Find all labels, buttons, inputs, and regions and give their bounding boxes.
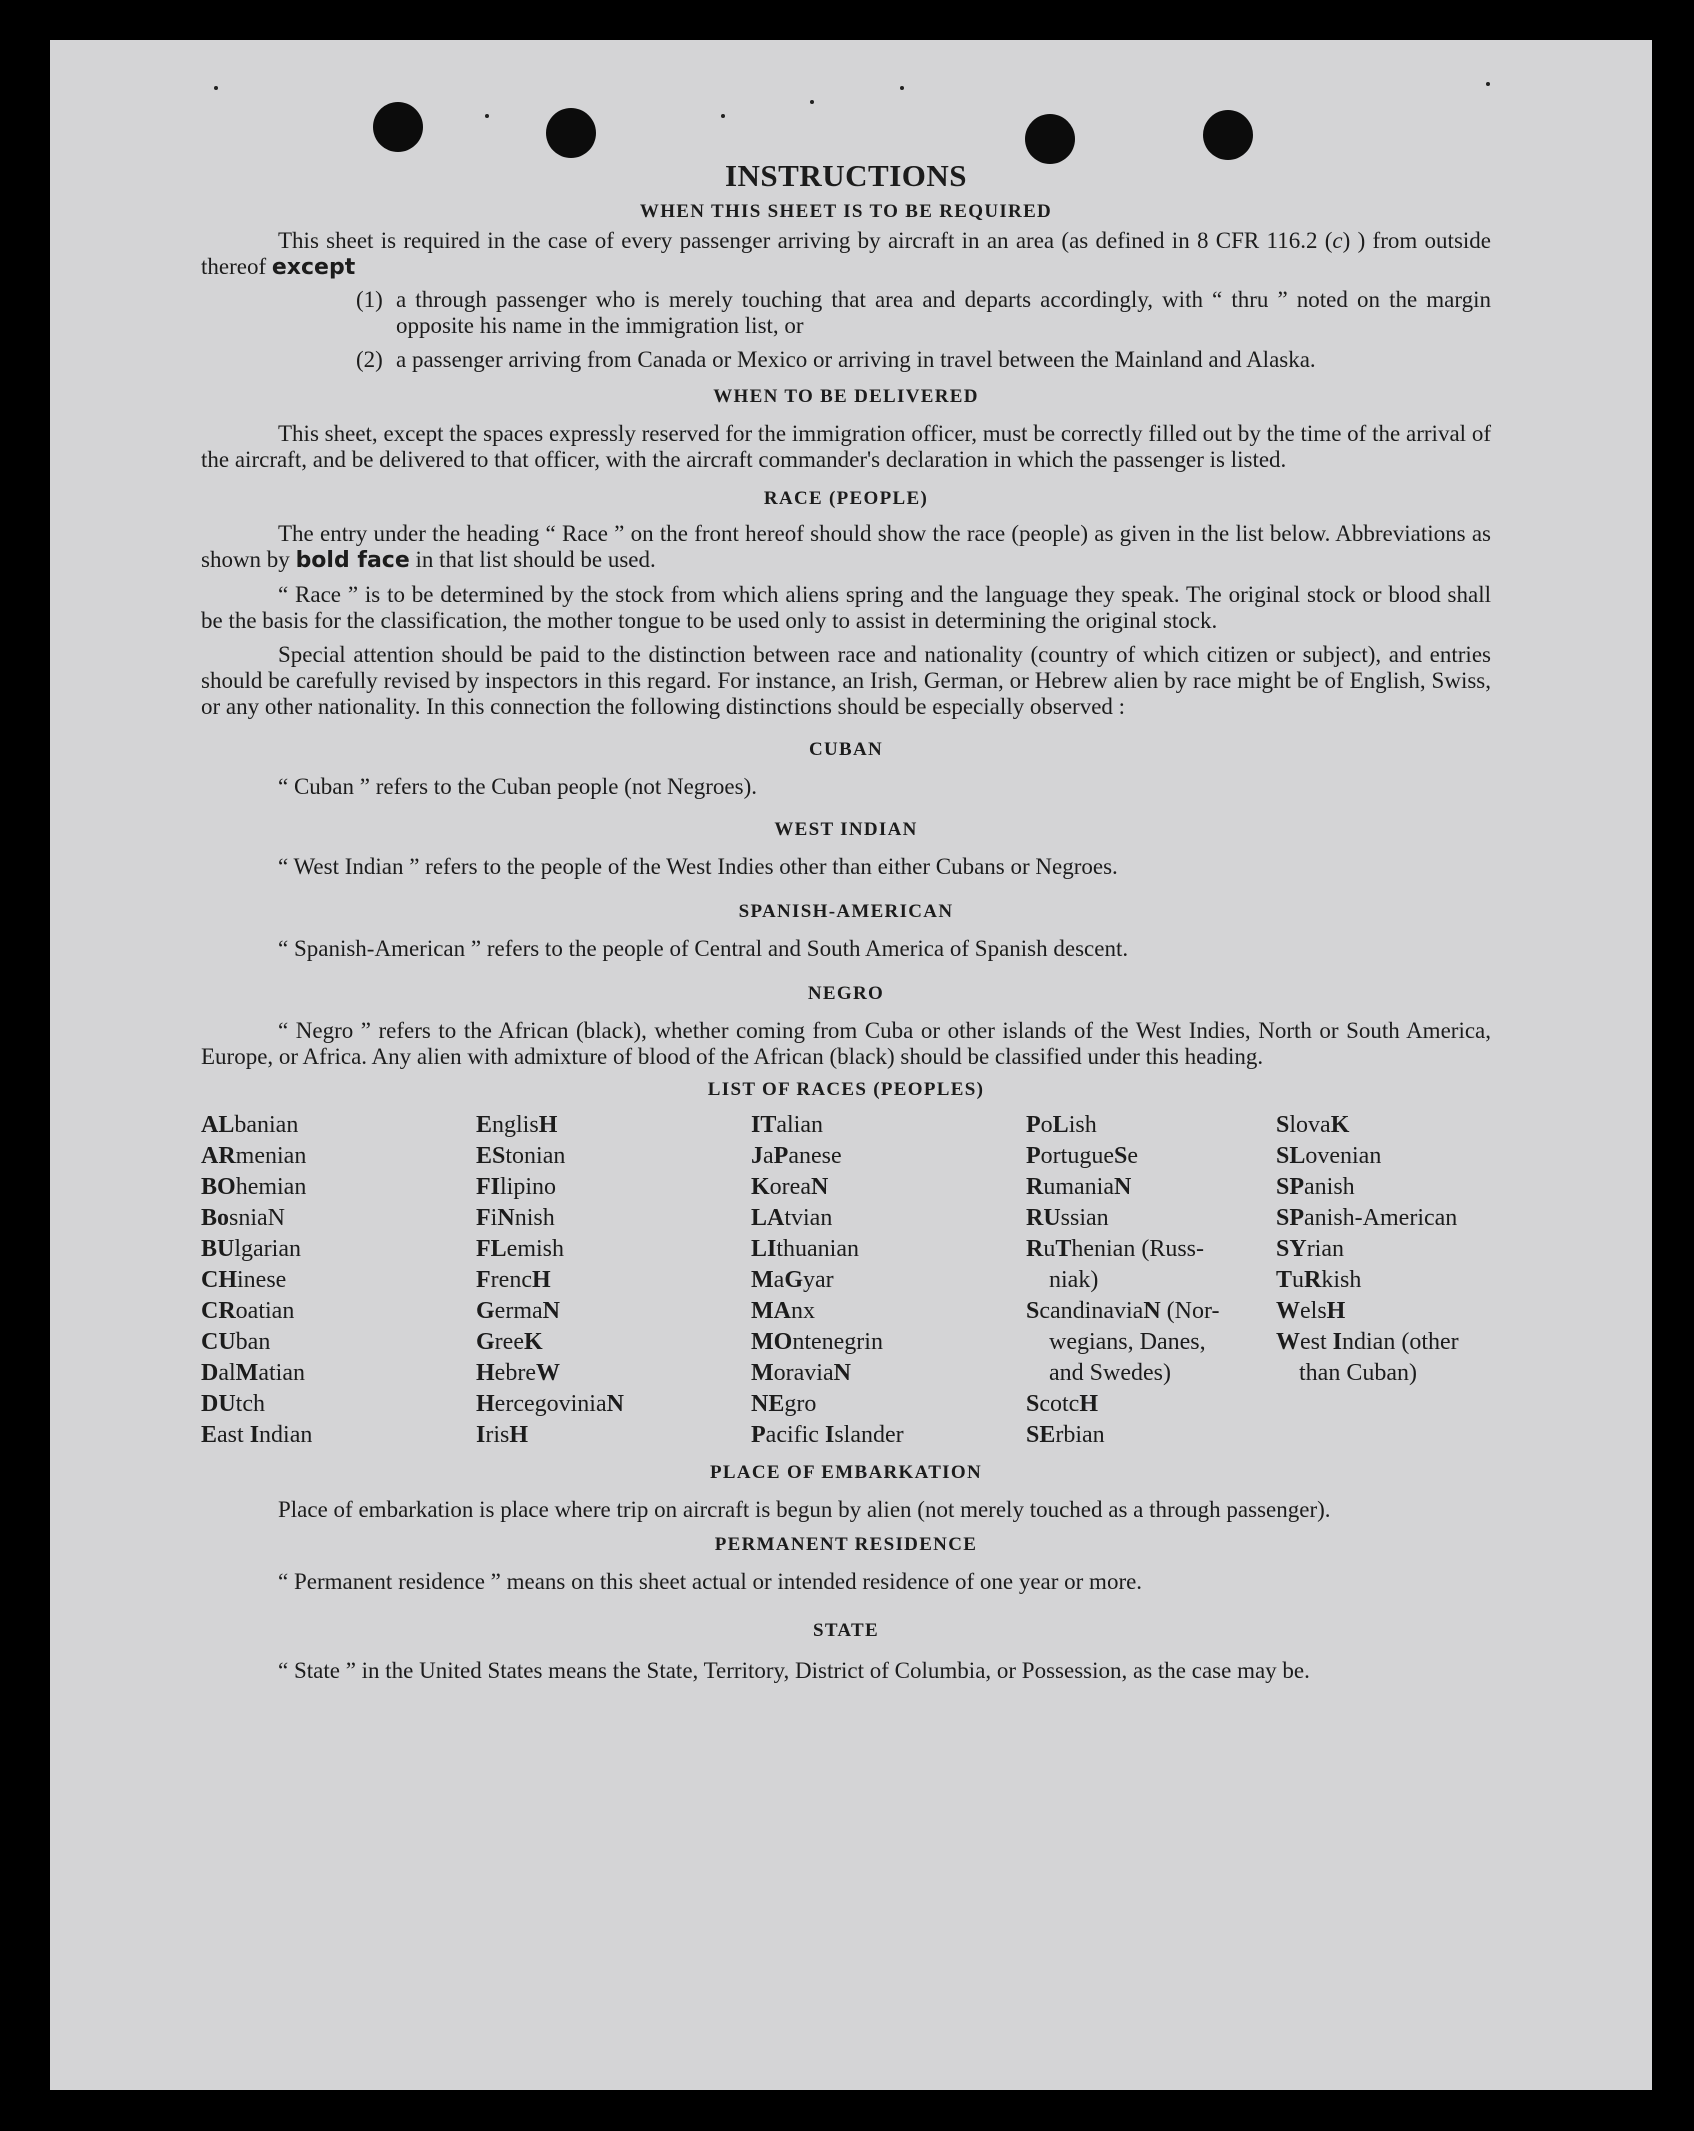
race-entry	[1276, 1203, 1491, 1234]
punch-hole	[546, 108, 596, 158]
races-column-1	[201, 1110, 461, 1451]
speck	[810, 100, 814, 104]
race-text: ortugue	[1040, 1143, 1114, 1169]
race-entry-continuation	[1026, 1327, 1261, 1358]
heading-when-delivered: WHEN TO BE DELIVERED	[713, 386, 979, 407]
race-text: ris	[485, 1422, 510, 1448]
race-abbreviation: T	[1276, 1267, 1293, 1293]
item-number: (2)	[356, 347, 383, 372]
race-text: rbian	[1055, 1422, 1105, 1448]
race-paragraph-1	[201, 521, 1491, 574]
heading-race: RACE (PEOPLE)	[763, 488, 929, 509]
race-text: erma	[494, 1298, 543, 1324]
race-text: est	[1300, 1329, 1333, 1355]
races-column-5	[1276, 1110, 1491, 1451]
heading-embarkation: PLACE OF EMBARKATION	[710, 1462, 982, 1483]
race-abbreviation: H	[476, 1391, 495, 1417]
race-abbreviation: E	[476, 1112, 493, 1138]
race-text: lgarian	[234, 1236, 301, 1262]
race-entry	[1026, 1172, 1261, 1203]
speck	[1486, 82, 1490, 86]
embarkation-text: Place of embarkation is place where trip on aircraft is begun by alien (not merely touched as a through passenger).	[278, 1497, 1331, 1522]
race-entry	[201, 1389, 461, 1420]
intro-text: This sheet is required in the case of every passenger arriving by aircraft in an area (as defined in 8 CFR 116.2 (	[278, 228, 1333, 253]
race-abbreviation: LA	[751, 1205, 785, 1231]
race-entry	[1276, 1296, 1491, 1327]
race-text: tonian	[505, 1143, 566, 1169]
speck	[214, 86, 218, 90]
race-text: inese	[237, 1267, 287, 1293]
race-text: (Nor-	[1160, 1298, 1220, 1324]
residence-text: “ Permanent residence ” means on this sheet actual or intended residence of one year or more.	[278, 1569, 1143, 1594]
heading-residence: PERMANENT RESIDENCE	[714, 1534, 978, 1555]
race-text: ercegovinia	[494, 1391, 607, 1417]
race-entry	[476, 1110, 736, 1141]
race-abbreviation: F	[476, 1267, 491, 1293]
race-text: kish	[1321, 1267, 1362, 1293]
race-text: u	[1043, 1236, 1056, 1262]
race-abbreviation: D	[201, 1360, 219, 1386]
race-entry	[476, 1172, 736, 1203]
race-abbreviation: MO	[751, 1329, 793, 1355]
race-abbreviation: S	[1026, 1391, 1040, 1417]
race-text: nx	[790, 1298, 815, 1324]
race-text: ban	[235, 1329, 271, 1355]
race-abbreviation: N	[1143, 1298, 1161, 1324]
race-abbreviation: G	[476, 1298, 495, 1324]
race-abbreviation: SY	[1276, 1236, 1307, 1262]
race-abbreviation: H	[1326, 1298, 1346, 1324]
race-abbreviation: SE	[1026, 1422, 1056, 1448]
race-abbreviation: CH	[201, 1267, 237, 1293]
race-text: ntenegrin	[792, 1329, 883, 1355]
intro-italic: c	[1332, 228, 1343, 253]
race-text: orea	[769, 1174, 811, 1200]
intro-text-2: ) ) from outside thereof	[201, 228, 1491, 279]
race-abbreviation: N	[497, 1205, 515, 1231]
race-entry	[201, 1420, 461, 1451]
race-entry	[1026, 1234, 1261, 1265]
race-abbreviation: H	[476, 1360, 495, 1386]
race-abbreviation: R	[1026, 1174, 1044, 1200]
race-text: oatian	[235, 1298, 295, 1324]
race-entry	[201, 1141, 461, 1172]
race-text: ovenian	[1305, 1143, 1382, 1169]
race-entry	[1276, 1141, 1491, 1172]
race-text: sniaN	[229, 1205, 286, 1231]
race-entry	[476, 1141, 736, 1172]
race-text: The entry under the heading “ Race ” on the front hereof should show the race (people) as given in the list below. Abbreviations as shown by	[201, 521, 1491, 572]
race-text: menian	[235, 1143, 307, 1169]
speck	[900, 86, 904, 90]
bold-face-word: bold face	[295, 548, 410, 573]
race-abbreviation: L	[1052, 1112, 1069, 1138]
race-text: cotc	[1039, 1391, 1080, 1417]
race-abbreviation: MA	[751, 1298, 791, 1324]
race-text: i	[490, 1205, 498, 1231]
race-paragraph-2: “ Race ” is to be determined by the stock from which aliens spring and the language they speak. The original stock or blood shall be the basis for the classification, the mother tongue to be used only to assist in determining the original stock.	[201, 582, 1491, 633]
except-word: except	[271, 255, 356, 280]
race-entry	[1026, 1110, 1261, 1141]
race-abbreviation: H	[1079, 1391, 1099, 1417]
race-abbreviation: SP	[1276, 1174, 1305, 1200]
race-entry	[1276, 1234, 1491, 1265]
race-abbreviation: P	[751, 1422, 766, 1448]
race-entry	[476, 1420, 736, 1451]
race-text: ndian (other	[1342, 1329, 1459, 1355]
race-abbreviation: R	[1304, 1267, 1322, 1293]
exception-item-2	[356, 347, 1491, 373]
race-text: niak)	[1049, 1267, 1099, 1293]
race-abbreviation: M	[751, 1360, 774, 1386]
race-abbreviation: SL	[1276, 1143, 1306, 1169]
speck	[485, 114, 489, 118]
race-abbreviation: H	[531, 1267, 551, 1293]
race-entry	[476, 1389, 736, 1420]
race-text: lipino	[500, 1174, 557, 1200]
race-abbreviation: I	[476, 1422, 486, 1448]
race-text: tch	[235, 1391, 265, 1417]
race-entry-continuation	[1276, 1358, 1491, 1389]
race-entry	[201, 1358, 461, 1389]
race-abbreviation: W	[1276, 1329, 1300, 1355]
race-abbreviation: RU	[1026, 1205, 1061, 1231]
race-abbreviation: I	[824, 1422, 835, 1448]
race-text: ree	[494, 1329, 524, 1355]
race-abbreviation: P	[773, 1143, 789, 1169]
race-abbreviation: J	[751, 1143, 763, 1169]
race-text: anese	[788, 1143, 842, 1169]
race-text: hemian	[235, 1174, 307, 1200]
race-entry	[476, 1358, 736, 1389]
race-text: e	[1127, 1143, 1138, 1169]
race-entry-continuation	[1026, 1265, 1261, 1296]
race-entry	[751, 1172, 1011, 1203]
heading-state: STATE	[813, 1620, 879, 1641]
race-text: and Swedes)	[1049, 1360, 1171, 1386]
race-text: nish	[514, 1205, 555, 1231]
race-text: a	[763, 1143, 774, 1169]
page-title: INSTRUCTIONS	[724, 158, 967, 193]
race-abbreviation: Bo	[201, 1205, 230, 1231]
race-entry	[751, 1234, 1011, 1265]
race-abbreviation: S	[1276, 1112, 1290, 1138]
race-abbreviation: W	[1276, 1298, 1300, 1324]
race-abbreviation: BO	[201, 1174, 236, 1200]
race-entry	[1026, 1420, 1261, 1451]
race-abbreviation: E	[201, 1422, 218, 1448]
when-delivered-text: This sheet, except the spaces expressly reserved for the immigration officer, must be correctly filled out by the time of the arrival of the aircraft, and be delivered to that officer, with the aircraft commander's declaration in which the passenger is listed.	[201, 421, 1491, 472]
heading-list-of-races: LIST OF RACES (PEOPLES)	[707, 1079, 985, 1100]
race-abbreviation: G	[476, 1329, 495, 1355]
race-text: gro	[784, 1391, 817, 1417]
heading-negro: NEGRO	[807, 983, 885, 1004]
race-abbreviation: CU	[201, 1329, 236, 1355]
race-abbreviation: W	[535, 1360, 560, 1386]
race-text: alian	[776, 1112, 823, 1138]
race-entry	[476, 1296, 736, 1327]
race-entry	[201, 1265, 461, 1296]
race-abbreviation: SP	[1276, 1205, 1305, 1231]
punch-hole	[1203, 110, 1253, 160]
heading-spanish-american: SPANISH-AMERICAN	[738, 901, 954, 922]
race-entry	[1026, 1141, 1261, 1172]
race-text: thuanian	[776, 1236, 859, 1262]
race-abbreviation: DU	[201, 1391, 236, 1417]
item-text: a through passenger who is merely touching that area and departs accordingly, with “ thru ” noted on the margin opposite his name in the immigration list, or	[396, 287, 1491, 338]
heading-west-indian: WEST INDIAN	[774, 819, 918, 840]
race-entry	[751, 1389, 1011, 1420]
race-text: tvian	[784, 1205, 833, 1231]
race-entry-continuation	[1026, 1358, 1261, 1389]
race-abbreviation: N	[810, 1174, 829, 1200]
race-abbreviation: I	[1332, 1329, 1343, 1355]
race-abbreviation: T	[1055, 1236, 1072, 1262]
race-entry	[201, 1172, 461, 1203]
race-abbreviation: M	[235, 1360, 259, 1386]
race-text: wegians, Danes,	[1049, 1329, 1206, 1355]
race-abbreviation: FI	[476, 1174, 500, 1200]
race-text: ndian	[259, 1422, 313, 1448]
race-abbreviation: IT	[751, 1112, 777, 1138]
race-text: anish-American	[1304, 1205, 1458, 1231]
race-abbreviation: BU	[201, 1236, 235, 1262]
race-abbreviation: N	[833, 1360, 851, 1386]
race-text: anish	[1304, 1174, 1355, 1200]
race-text: renc	[490, 1267, 532, 1293]
race-text: ast	[217, 1422, 250, 1448]
race-abbreviation: H	[538, 1112, 558, 1138]
race-text: banian	[234, 1112, 299, 1138]
race-entry	[751, 1296, 1011, 1327]
race-abbreviation: P	[1026, 1143, 1041, 1169]
race-entry	[751, 1110, 1011, 1141]
race-text: els	[1300, 1298, 1327, 1324]
heading-when-required: WHEN THIS SHEET IS TO BE REQUIRED	[639, 201, 1053, 222]
race-entry	[751, 1327, 1011, 1358]
race-text: umania	[1043, 1174, 1114, 1200]
race-text: ebre	[494, 1360, 536, 1386]
race-abbreviation: FL	[476, 1236, 507, 1262]
race-text: lova	[1289, 1112, 1331, 1138]
race-entry	[476, 1327, 736, 1358]
race-entry	[751, 1358, 1011, 1389]
race-text: u	[1292, 1267, 1305, 1293]
race-entry	[1276, 1265, 1491, 1296]
races-column-2	[476, 1110, 736, 1451]
race-abbreviation: NE	[751, 1391, 785, 1417]
race-entry	[201, 1234, 461, 1265]
heading-cuban: CUBAN	[808, 739, 884, 760]
instructions-content	[201, 158, 1491, 1687]
race-text-2: in that list should be used.	[409, 547, 656, 572]
race-text: rian	[1306, 1236, 1344, 1262]
race-entry	[1276, 1172, 1491, 1203]
race-entry	[751, 1141, 1011, 1172]
races-column-3	[751, 1110, 1011, 1451]
race-abbreviation: S	[1113, 1143, 1128, 1169]
race-paragraph-3: Special attention should be paid to the distinction between race and nationality (country of which citizen or subject), and entries should be carefully revised by inspectors in this regard. For instance, an Irish, German, or Hebrew alien by race might be of English, Swiss, or any other nationality. In this connection the following distinctions should be especially observed :	[201, 642, 1491, 719]
race-abbreviation: F	[476, 1205, 491, 1231]
race-entry	[1026, 1203, 1261, 1234]
race-text: ish	[1068, 1112, 1097, 1138]
race-text: slander	[834, 1422, 904, 1448]
list-of-races	[201, 1110, 1491, 1451]
race-text: oravia	[773, 1360, 834, 1386]
race-abbreviation: M	[751, 1267, 774, 1293]
races-column-4	[1026, 1110, 1261, 1451]
race-text: than Cuban)	[1299, 1360, 1417, 1386]
race-entry	[1026, 1389, 1261, 1420]
race-entry	[476, 1265, 736, 1296]
punch-hole	[1025, 114, 1075, 164]
race-text: atian	[258, 1360, 305, 1386]
race-abbreviation: P	[1026, 1112, 1041, 1138]
race-abbreviation: N	[542, 1298, 560, 1324]
race-entry	[751, 1420, 1011, 1451]
race-abbreviation: H	[509, 1422, 529, 1448]
punch-hole	[373, 102, 423, 152]
race-abbreviation: N	[1113, 1174, 1132, 1200]
when-required-intro	[201, 228, 1491, 281]
race-entry	[476, 1203, 736, 1234]
race-abbreviation: CR	[201, 1298, 236, 1324]
race-text: al	[218, 1360, 236, 1386]
race-abbreviation: R	[1026, 1236, 1044, 1262]
race-abbreviation: I	[249, 1422, 260, 1448]
race-entry	[751, 1265, 1011, 1296]
document-page	[50, 40, 1652, 2090]
race-abbreviation: LI	[751, 1236, 777, 1262]
exception-item-1	[356, 287, 1491, 339]
race-abbreviation: K	[1330, 1112, 1350, 1138]
item-number: (1)	[356, 287, 383, 312]
race-abbreviation: AL	[201, 1112, 235, 1138]
west-indian-text: “ West Indian ” refers to the people of the West Indies other than either Cubans or Negroes.	[278, 854, 1118, 879]
race-entry	[201, 1296, 461, 1327]
race-text: ssian	[1060, 1205, 1109, 1231]
negro-text: “ Negro ” refers to the African (black), whether coming from Cuba or other islands of the West Indies, North or South America, Europe, or Africa. Any alien with admixture of blood of the African (black) should be classified under this heading.	[201, 1018, 1491, 1069]
item-text: a passenger arriving from Canada or Mexico or arriving in travel between the Mainland and Alaska.	[396, 347, 1316, 372]
race-entry	[476, 1234, 736, 1265]
race-entry	[1276, 1110, 1491, 1141]
race-abbreviation: S	[1026, 1298, 1040, 1324]
race-text: henian (Russ-	[1071, 1236, 1205, 1262]
race-abbreviation: N	[606, 1391, 624, 1417]
cuban-text: “ Cuban ” refers to the Cuban people (not Negroes).	[278, 774, 758, 799]
race-text: emish	[506, 1236, 564, 1262]
race-text: nglis	[492, 1112, 539, 1138]
race-abbreviation: AR	[201, 1143, 236, 1169]
race-text: yar	[802, 1267, 834, 1293]
race-abbreviation: G	[784, 1267, 803, 1293]
race-text: o	[1040, 1112, 1053, 1138]
race-abbreviation: K	[523, 1329, 543, 1355]
speck	[721, 114, 725, 118]
state-text: “ State ” in the United States means the State, Territory, District of Columbia, or Possession, as the case may be.	[278, 1658, 1310, 1683]
race-entry	[1026, 1296, 1261, 1327]
spanish-american-text: “ Spanish-American ” refers to the people of Central and South America of Spanish descent.	[278, 936, 1129, 961]
race-entry	[751, 1203, 1011, 1234]
race-text: a	[773, 1267, 785, 1293]
race-abbreviation: ES	[476, 1143, 506, 1169]
race-entry	[201, 1203, 461, 1234]
race-entry	[201, 1327, 461, 1358]
race-entry	[201, 1110, 461, 1141]
race-abbreviation: K	[751, 1174, 770, 1200]
race-entry	[1276, 1327, 1491, 1358]
race-text: candinavia	[1039, 1298, 1144, 1324]
race-text: acific	[765, 1422, 825, 1448]
